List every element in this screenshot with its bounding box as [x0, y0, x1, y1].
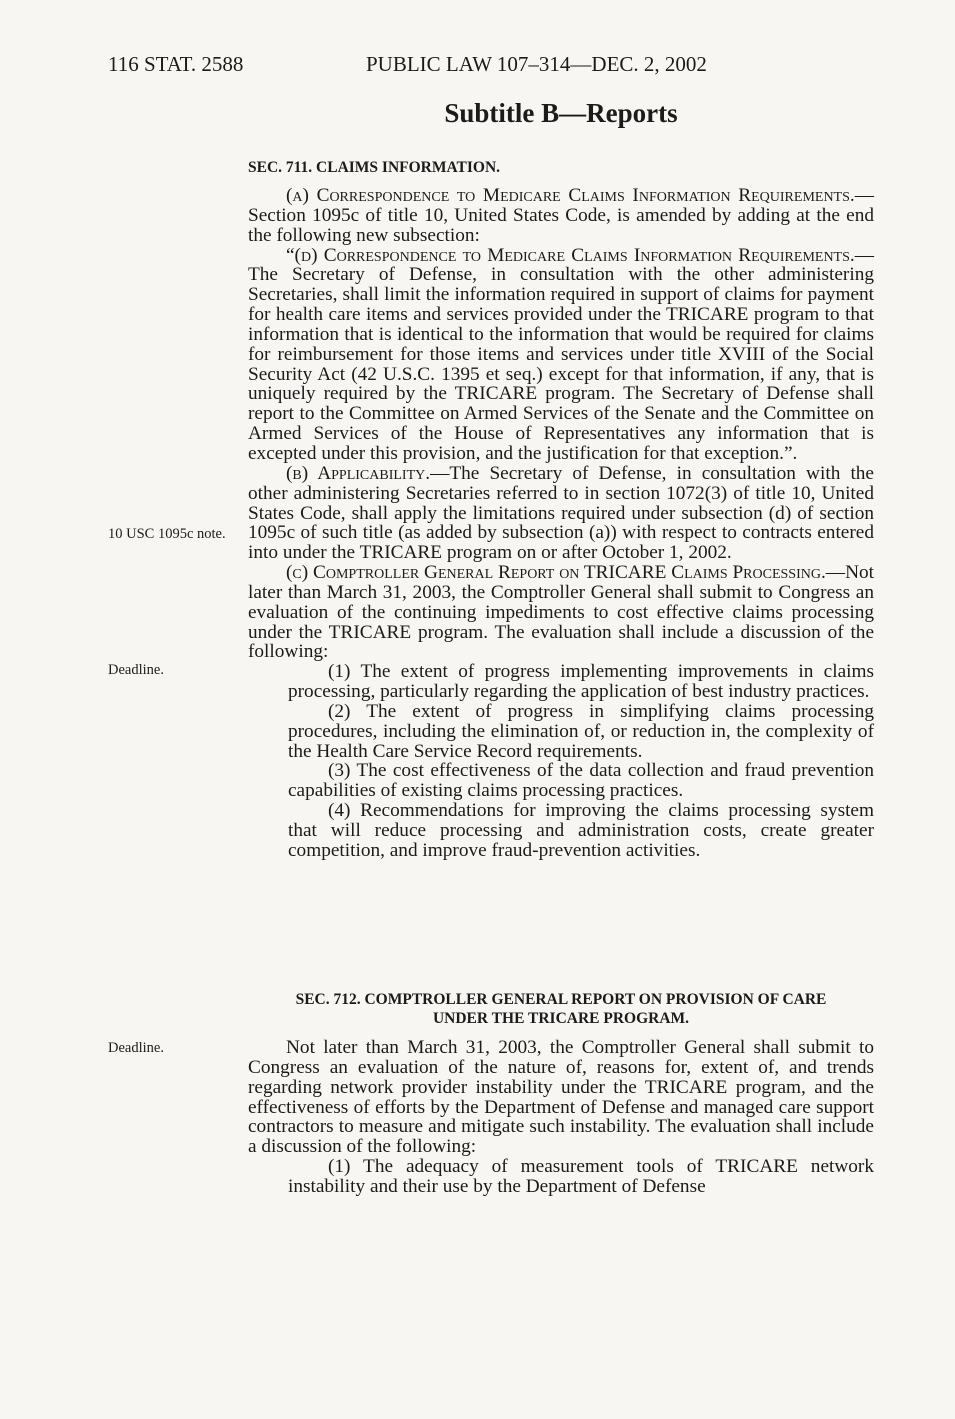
list-item: (2) The extent of progress in simplifying claims processing procedures, including the elimination of, or reduction in, the complexity of the Health Care Service Record requirements. — [288, 700, 874, 762]
statute-page-number: 116 STAT. 2588 — [108, 52, 244, 76]
section-712-body — [248, 1038, 874, 1197]
subsection-a-label: (a) Correspondence to Medicare Claims Information Requirements. — [286, 185, 855, 206]
subsection-a — [248, 186, 874, 246]
margin-note-usc: 10 USC 1095c note. — [108, 526, 226, 542]
subsection-d-label: “(d) Correspondence to Medicare Claims Information Requirements. — [286, 244, 855, 266]
section-712-heading — [248, 990, 874, 1028]
list-item: (1) The extent of progress implementing improvements in claims processing, particularly regarding the application of best industry practices. — [288, 661, 874, 703]
subsection-b-label: (b) Applicability. — [286, 462, 431, 484]
subsection-c — [248, 563, 874, 662]
margin-note-deadline: Deadline. — [108, 662, 164, 678]
subsection-a-text: —Section 1095c of title 10, United States Code, is amended by adding at the end the following new subsection: — [248, 185, 874, 246]
subsection-d — [248, 246, 874, 464]
list-item: (3) The cost effectiveness of the data collection and fraud prevention capabilities of existing claims processing practices. — [288, 760, 874, 802]
section-711-body — [248, 186, 874, 861]
section-712-heading-line1: SEC. 712. COMPTROLLER GENERAL REPORT ON PROVISION OF CARE — [295, 991, 827, 1008]
subsection-b — [248, 464, 874, 563]
section-712-intro: Not later than March 31, 2003, the Comptroller General shall submit to Congress an evaluation of the nature of, reasons for, extent of, and trends regarding network provider instability under the TRICARE program, and the effectiveness of efforts by the Department of Defense and managed care support contractors to measure and mitigate such instability. The evaluation shall include a discussion of the following: — [248, 1037, 874, 1158]
subtitle-heading: Subtitle B—Reports — [444, 98, 678, 128]
section-711-heading: SEC. 711. CLAIMS INFORMATION. — [248, 159, 501, 176]
public-law-citation: PUBLIC LAW 107–314—DEC. 2, 2002 — [366, 52, 707, 76]
subsection-c-text: —Not later than March 31, 2003, the Comptroller General shall submit to Congress an evaluation of the continuing impediments to cost effective claims processing under the TRICARE program. The evaluation shall include a discussion of the following: — [248, 562, 874, 663]
list-item: (4) Recommendations for improving the claims processing system that will reduce processing and administration costs, create greater competition, and improve fraud-prevention activities. — [288, 800, 874, 861]
margin-note-deadline: Deadline. — [108, 1040, 164, 1056]
list-item: (1) The adequacy of measurement tools of TRICARE network instability and their use by the Department of Defense — [288, 1156, 874, 1197]
subsection-d-text: —The Secretary of Defense, in consultation with the other administering Secretaries, shall limit the information required in support of claims for payment for health care items and services provided under the TRICARE program to that information that is identical to the information that would be required for claims for reimbursement for those items and services under title XVIII of the Social Security Act (42 U.S.C. 1395 et seq.) except for that information, if any, that is uniquely required by the TRICARE program. The Secretary of Defense shall report to the Committee on Armed Services of the Senate and the Committee on Armed Services of the House of Representatives any information that is excepted under this provision, and the justification for that exception.”. — [248, 244, 874, 464]
section-712-heading-line2: UNDER THE TRICARE PROGRAM. — [432, 1010, 690, 1027]
subsection-c-label: (c) Comptroller General Report on TRICARE Claims Processing. — [286, 562, 826, 584]
subsection-b-text: —The Secretary of Defense, in consultation with the other administering Secretaries referred to in section 1072(3) of title 10, United States Code, shall apply the limitations required under subsection (d) of section 1095c of such title (as added by subsection (a)) with respect to contracts entered into under the TRICARE program on or after October 1, 2002. — [248, 462, 874, 564]
